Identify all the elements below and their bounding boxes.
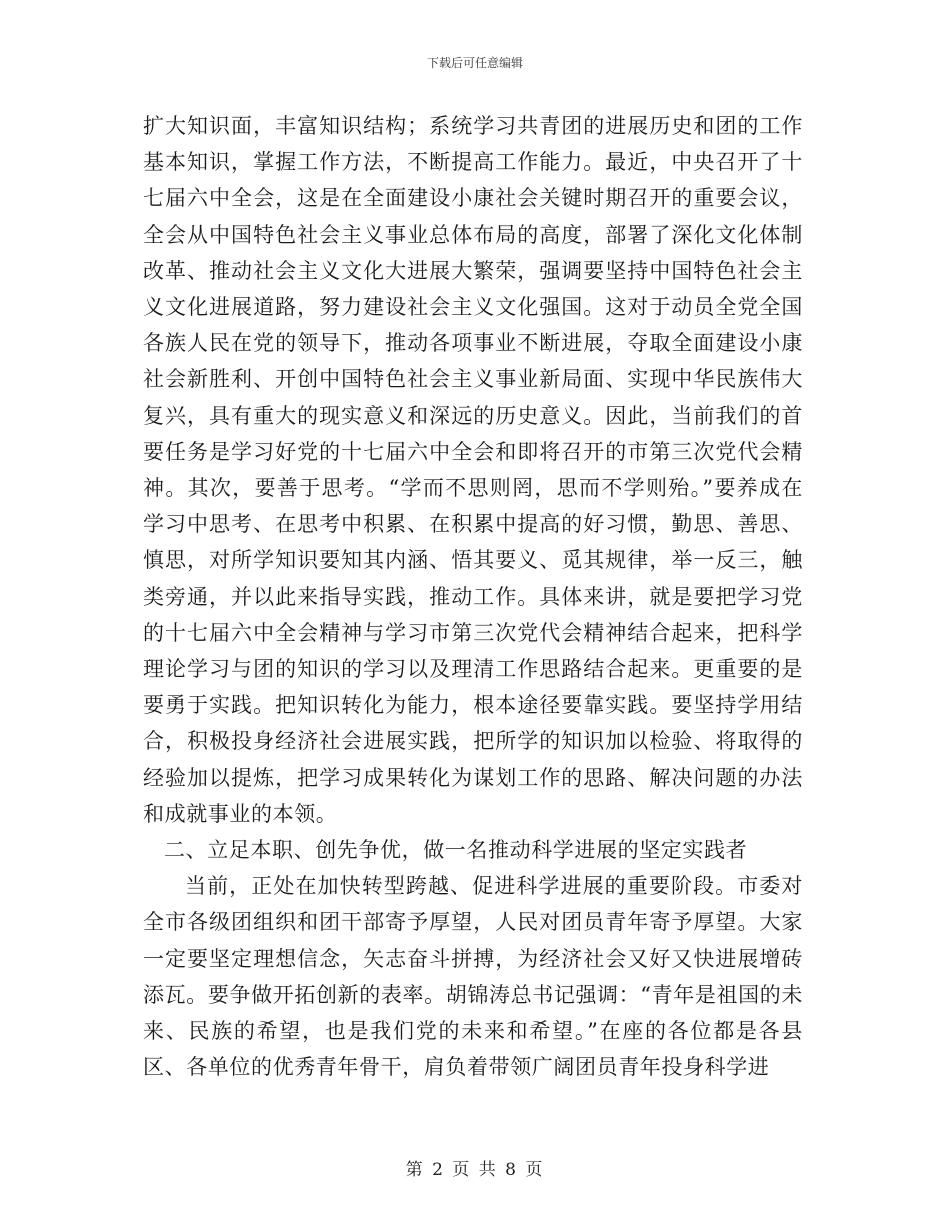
document-body: [143, 108, 803, 1085]
body-paragraph: 当前，正处在加快转型跨越、促进科学进展的重要阶段。市委对全市各级团组织和团干部寄予厚望，人民对团员青年寄予厚望。大家一定要坚定理想信念，矢志奋斗拼搏，为经济社会又好又快进展增砖添瓦。要争做开拓创新的表率。胡锦涛总书记强调：“青年是祖国的未来、民族的希望，也是我们党的未来和希望。”在座的各位都是各县区、各单位的优秀青年骨干，肩负着带领广阔团员青年投身科学进: [143, 874, 803, 1080]
body-paragraph: 扩大知识面，丰富知识结构；系统学习共青团的进展历史和团的工作基本知识，掌握工作方法，不断提高工作能力。最近，中央召开了十七届六中全会，这是在全面建设小康社会关键时期召开的重要会议，全会从中国特色社会主义事业总体布局的高度，部署了深化文化体制改革、推动社会主义文化大进展大繁荣，强调要坚持中国特色社会主义文化进展道路，努力建设社会主义文化强国。这对于动员全党全国各族人民在党的领导下，推动各项事业不断进展，夺取全面建设小康社会新胜利、开创中国特色社会主义事业新局面、实现中华民族伟大复兴，具有重大的现实意义和深远的历史意义。因此，当前我们的首要任务是学习好党的十七届六中全会和即将召开的市第三次党代会精神。其次，要善于思考。“学而不思则罔，思而不学则殆。”要养成在学习中思考、在思考中积累、在积累中提高的好习惯，勤思、善思、慎思，对所学知识要知其内涵、悟其要义、觅其规律，举一反三，触类旁通，并以此来指导实践，推动工作。具体来讲，就是要把学习党的十七届六中全会精神与学习市第三次党代会精神结合起来，把科学理论学习与团的知识的学习以及理清工作思路结合起来。更重要的是要勇于实践。把知识转化为能力，根本途径要靠实践。要坚持学用结合，积极投身经济社会进展实践，把所学的知识加以检验、将取得的经验加以提炼，把学习成果转化为谋划工作的思路、解决问题的办法和成就事业的本领。: [143, 114, 803, 826]
page-number: 第 2 页 共 8 页: [405, 1160, 545, 1180]
section-heading: 二、立足本职、创先争优，做一名推动科学进展的坚定实践者: [164, 838, 748, 863]
page-header: 下载后可任意编辑: [426, 56, 523, 70]
